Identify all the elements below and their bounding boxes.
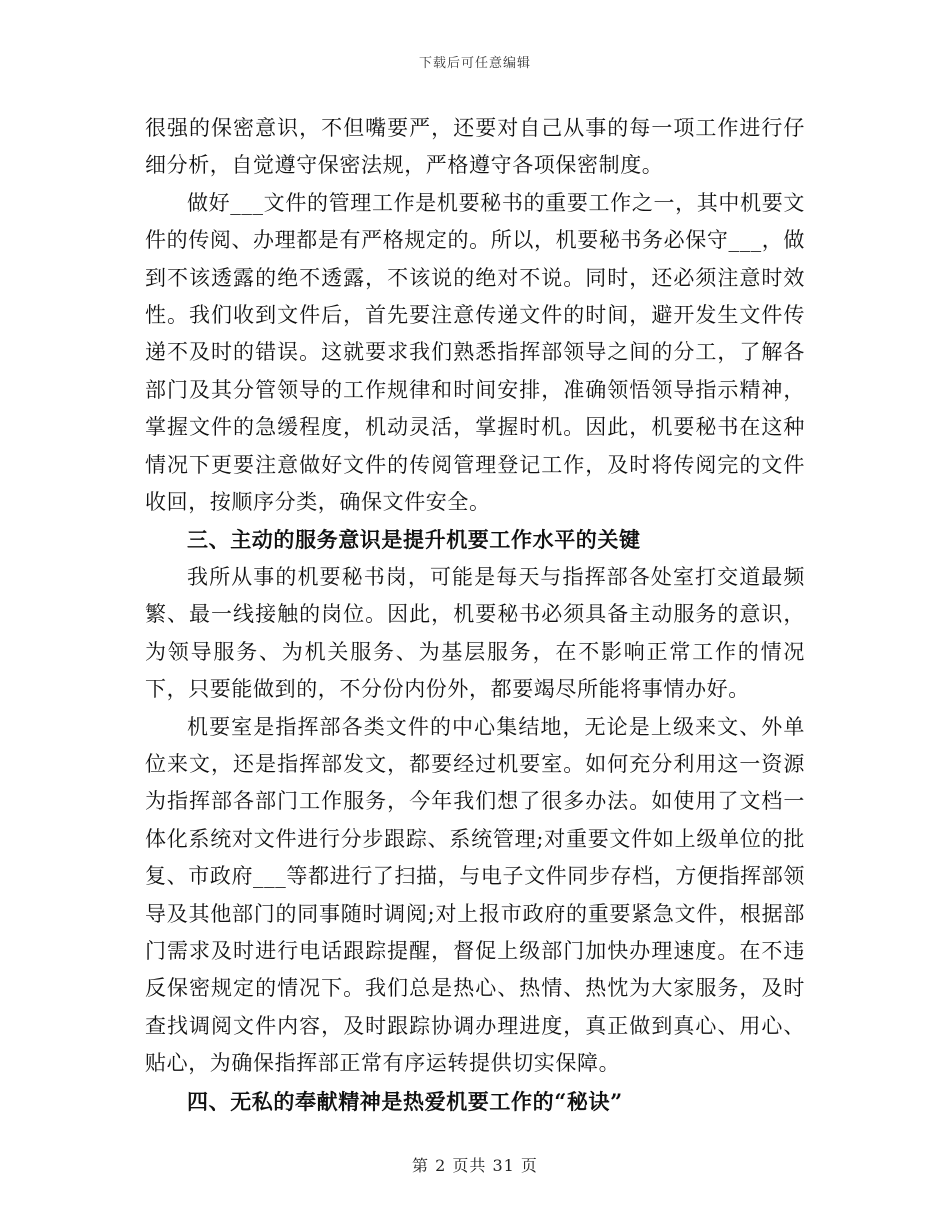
paragraph-service-awareness: 我所从事的机要秘书岗，可能是每天与指挥部各处室打交道最频繁、最一线接触的岗位。因此，机要秘书必须具备主动服务的意识，为领导服务、为机关服务、为基层服务，在不影响正常工作的情况下，只要能做到的，不分份内份外，都要竭尽所能将事情办好。 (145, 564, 805, 702)
page-header: 下载后可任意编辑 (418, 56, 531, 71)
page-footer: 第 2 页共 31 页 (412, 1156, 538, 1175)
paragraph-confidential-room: 机要室是指挥部各类文件的中心集结地，无论是上级来文、外单位来文，还是指挥部发文，都要经过机要室。如何充分利用这一资源为指挥部各部门工作服务，今年我们想了很多办法。如使用了文档一体化系统对文件进行分步跟踪、系统管理;对重要文件如上级单位的批复、市政府___等都进行了扫描，与电子文件同步存档，方便指挥部领导及其他部门的同事随时调阅;对上报市政府的重要紧急文件，根据部门需求及时进行电话跟踪提醒，督促上级部门加快办理速度。在不违反保密规定的情况下。我们总是热心、热情、热忱为大家服务，及时查找调阅文件内容，及时跟踪协调办理进度，真正做到真心、用心、贴心，为确保指挥部正常有序运转提供切实保障。 (145, 714, 805, 1076)
section-heading-4: 四、无私的奉献精神是热爱机要工作的“秘诀” (187, 1088, 623, 1114)
paragraph-continued: 很强的保密意识，不但嘴要严，还要对自己从事的每一项工作进行仔细分析，自觉遵守保密法规，严格遵守各项保密制度。 (145, 116, 805, 178)
section-heading-3: 三、主动的服务意识是提升机要工作水平的关键 (187, 527, 641, 553)
paragraph-file-management: 做好___文件的管理工作是机要秘书的重要工作之一，其中机要文件的传阅、办理都是有严格规定的。所以，机要秘书务必保守___，做到不该透露的绝不透露，不该说的绝对不说。同时，还必须注意时效性。我们收到文件后，首先要注意传递文件的时间，避开发生文件传递不及时的错误。这就要求我们熟悉指挥部领导之间的分工，了解各部门及其分管领导的工作规律和时间安排，准确领悟领导指示精神，掌握文件的急缓程度，机动灵活，掌握时机。因此，机要秘书在这种情况下更要注意做好文件的传阅管理登记工作，及时将传阅完的文件收回，按顺序分类，确保文件安全。 (145, 190, 805, 515)
document-body (145, 110, 805, 1120)
